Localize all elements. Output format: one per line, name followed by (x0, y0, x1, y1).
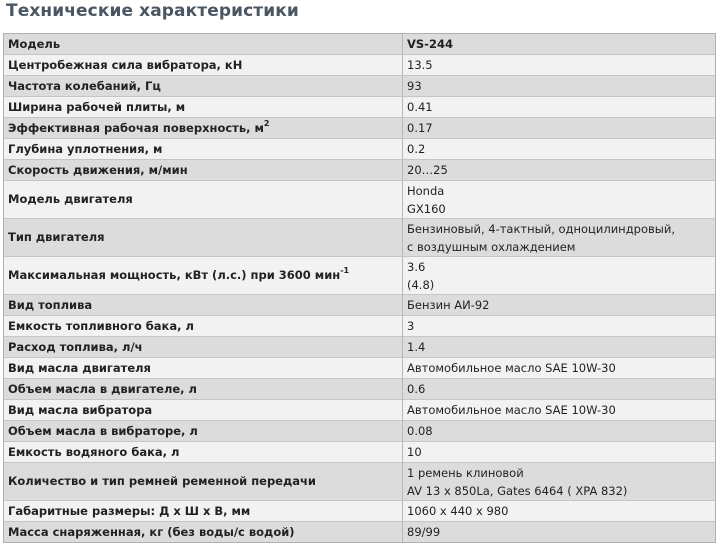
table-header-row (4, 34, 715, 55)
table-row (4, 76, 715, 97)
spec-label: Ширина рабочей плиты, м (4, 97, 403, 118)
spec-label: Объем масла в вибраторе, л (4, 421, 403, 442)
table-row (4, 139, 715, 160)
spec-value (403, 219, 715, 257)
table-row (4, 257, 715, 295)
table-row (4, 181, 715, 219)
spec-value: 0.2 (403, 139, 715, 160)
specs-table (3, 33, 716, 543)
spec-label-text: Эффективная рабочая поверхность, м (8, 120, 264, 135)
table-row (4, 358, 715, 379)
model-label: Модель (4, 34, 403, 55)
table-row (4, 522, 715, 542)
spec-value (403, 181, 715, 219)
table-row (4, 295, 715, 316)
spec-value: 0.17 (403, 118, 715, 139)
spec-value (403, 257, 715, 295)
model-value: VS-244 (403, 34, 715, 55)
table-row (4, 379, 715, 400)
spec-value (403, 463, 715, 501)
spec-value-line: GX160 (407, 201, 446, 216)
spec-label: Объем масла в двигателе, л (4, 379, 403, 400)
spec-value: 10 (403, 442, 715, 463)
table-row (4, 55, 715, 76)
spec-label (4, 118, 403, 139)
spec-label: Центробежная сила вибратора, кН (4, 55, 403, 76)
spec-label: Модель двигателя (4, 181, 403, 219)
spec-label: Глубина уплотнения, м (4, 139, 403, 160)
spec-value: Автомобильное масло SAE 10W-30 (403, 400, 715, 421)
spec-value: Автомобильное масло SAE 10W-30 (403, 358, 715, 379)
table-row (4, 97, 715, 118)
table-row (4, 400, 715, 421)
spec-label: Емкость водяного бака, л (4, 442, 403, 463)
spec-value: 1060 x 440 x 980 (403, 501, 715, 522)
table-row (4, 501, 715, 522)
spec-label: Количество и тип ремней ременной передачи (4, 463, 403, 501)
spec-value-line: Бензиновый, 4-тактный, одноцилиндровый, (407, 221, 675, 236)
spec-label: Габаритные размеры: Д х Ш х В, мм (4, 501, 403, 522)
page-title: Технические характеристики (6, 1, 299, 21)
spec-label-superscript: -1 (340, 266, 350, 275)
spec-value-line: 1 ремень клиновой (407, 465, 524, 480)
spec-value-line: 3.6 (407, 259, 426, 274)
spec-label: Вид топлива (4, 295, 403, 316)
spec-label: Емкость топливного бака, л (4, 316, 403, 337)
spec-label: Вид масла двигателя (4, 358, 403, 379)
spec-value: 1.4 (403, 337, 715, 358)
spec-value: 0.08 (403, 421, 715, 442)
table-row (4, 463, 715, 501)
spec-value: 0.41 (403, 97, 715, 118)
spec-label-text: Максимальная мощность, кВт (л.с.) при 3600 мин (8, 268, 341, 282)
table-row (4, 316, 715, 337)
spec-label: Вид масла вибратора (4, 400, 403, 421)
spec-value-line: Honda (407, 183, 445, 198)
table-row (4, 219, 715, 257)
spec-label-superscript: 2 (263, 118, 270, 128)
spec-value: 3 (403, 316, 715, 337)
spec-label: Скорость движения, м/мин (4, 160, 403, 181)
spec-value: 89/99 (403, 522, 715, 542)
table-row (4, 337, 715, 358)
spec-label (4, 257, 403, 295)
spec-value: 93 (403, 76, 715, 97)
table-row (4, 442, 715, 463)
spec-value: Бензин АИ-92 (403, 295, 715, 316)
spec-label: Расход топлива, л/ч (4, 337, 403, 358)
table-row (4, 160, 715, 181)
spec-value: 20…25 (403, 160, 715, 181)
spec-label: Масса снаряженная, кг (без воды/с водой) (4, 522, 403, 542)
spec-label: Тип двигателя (4, 219, 403, 257)
spec-label: Частота колебаний, Гц (4, 76, 403, 97)
spec-value: 0.6 (403, 379, 715, 400)
table-row (4, 118, 715, 139)
spec-value-line: (4.8) (407, 277, 435, 292)
table-row (4, 421, 715, 442)
spec-value: 13.5 (403, 55, 715, 76)
spec-value-line: с воздушным охлаждением (407, 239, 576, 254)
spec-value-line: AV 13 x 850La, Gates 6464 ( XPA 832) (407, 483, 628, 498)
